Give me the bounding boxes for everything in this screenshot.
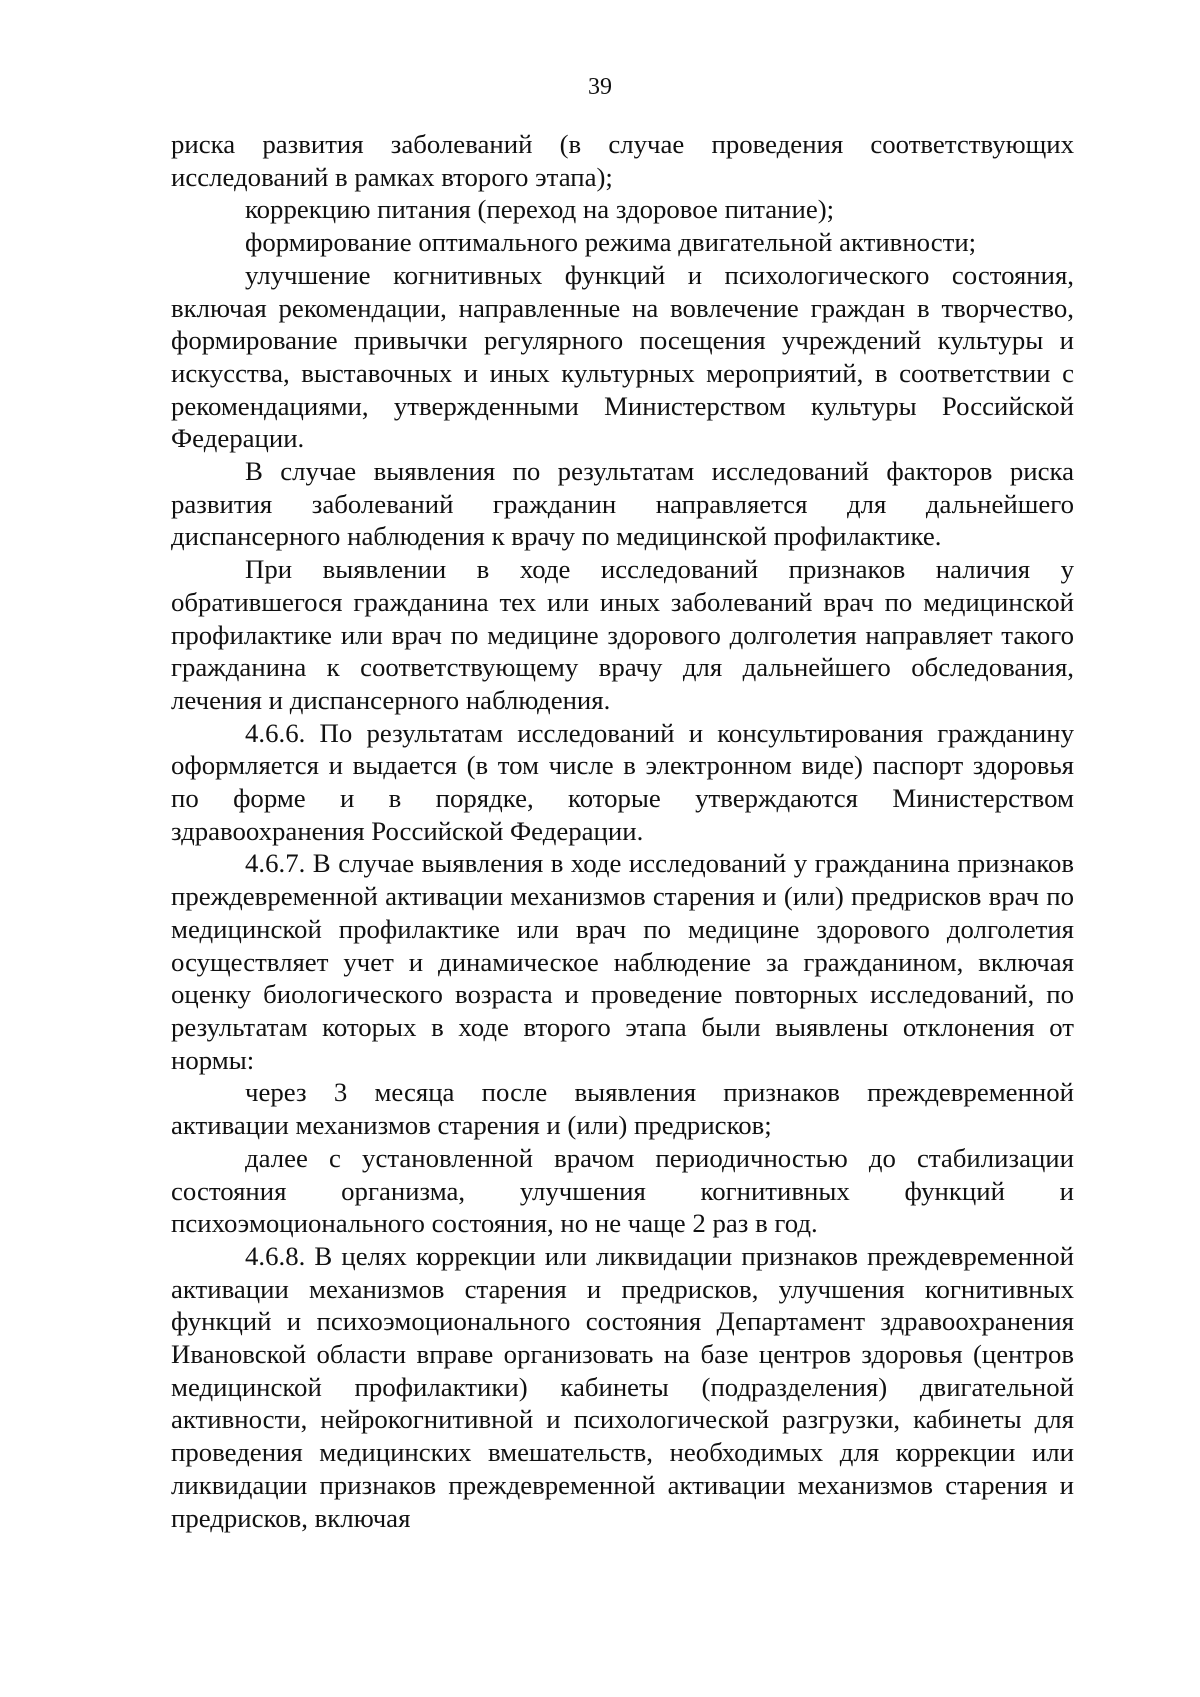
paragraph-risk-factors-referral: В случае выявления по результатам исследований факторов риска развития заболеваний гражданин направляется для дальнейшего диспансерного наблюдения к врачу по медицинской профилактике. — [171, 456, 1074, 552]
paragraph-nutrition-correction: коррекцию питания (переход на здоровое питание); — [245, 194, 835, 225]
paragraph-4-6-6: 4.6.6. По результатам исследований и консультирования гражданину оформляется и выдается (в том числе в электронном виде) паспорт здоровья по форме и в порядке, которые утверждаются Министерством здравоохранения Российской Федерации. — [171, 717, 1074, 846]
paragraph-periodicity: далее с установленной врачом периодичностью до стабилизации состояния организма, улучшения когнитивных функций и психоэмоционального состояния, но не чаще 2 раз в год. — [171, 1142, 1074, 1239]
paragraph-cognitive-improvement: улучшение когнитивных функций и психологического состояния, включая рекомендации, направленные на вовлечение граждан в творчество, формирование привычки регулярного посещения учреждений культуры и искусства, выставочных и иных культурных мероприятий, в соответствии с рекомендациями, утвержденными Министерством культуры Российской Федерации. — [171, 259, 1074, 454]
paragraph-motor-activity: формирование оптимального режима двигательной активности; — [245, 227, 977, 258]
page-number: 39 — [588, 74, 612, 100]
paragraph-4-6-8: 4.6.8. В целях коррекции или ликвидации признаков преждевременной активации механизмов старения и предрисков, улучшения когнитивных функций и психоэмоционального состояния Департамент здравоохранения Ивановской области вправе организовать на базе центров здоровья (центров медицинской профилактики) кабинеты (подразделения) двигательной активности, нейрокогнитивной и психологической разгрузки, кабинеты для проведения медицинских вмешательств, необходимых для коррекции или ликвидации признаков преждевременной активации механизмов старения и предрисков, включая — [171, 1240, 1074, 1533]
paragraph-disease-referral: При выявлении в ходе исследований признаков наличия у обратившегося гражданина тех или иных заболеваний врач по медицинской профилактике или врач по медицине здорового долголетия направляет такого гражданина к соответствующему врачу для дальнейшего обследования, лечения и диспансерного наблюдения. — [171, 554, 1074, 715]
document-body — [171, 128, 1074, 1534]
paragraph-continuation: риска развития заболеваний (в случае проведения соответствующих исследований в рамках второго этапа); — [171, 129, 1074, 192]
paragraph-4-6-7: 4.6.7. В случае выявления в ходе исследований у гражданина признаков преждевременной активации механизмов старения и (или) предрисков врач по медицинской профилактике или врач по медицине здорового долголетия осуществляет учет и динамическое наблюдение за гражданином, включая оценку биологического возраста и проведение повторных исследований, по результатам которых в ходе второго этапа были выявлены отклонения от нормы: — [171, 848, 1074, 1075]
paragraph-three-months: через 3 месяца после выявления признаков преждевременной активации механизмов старения и (или) предрисков; — [171, 1077, 1074, 1141]
